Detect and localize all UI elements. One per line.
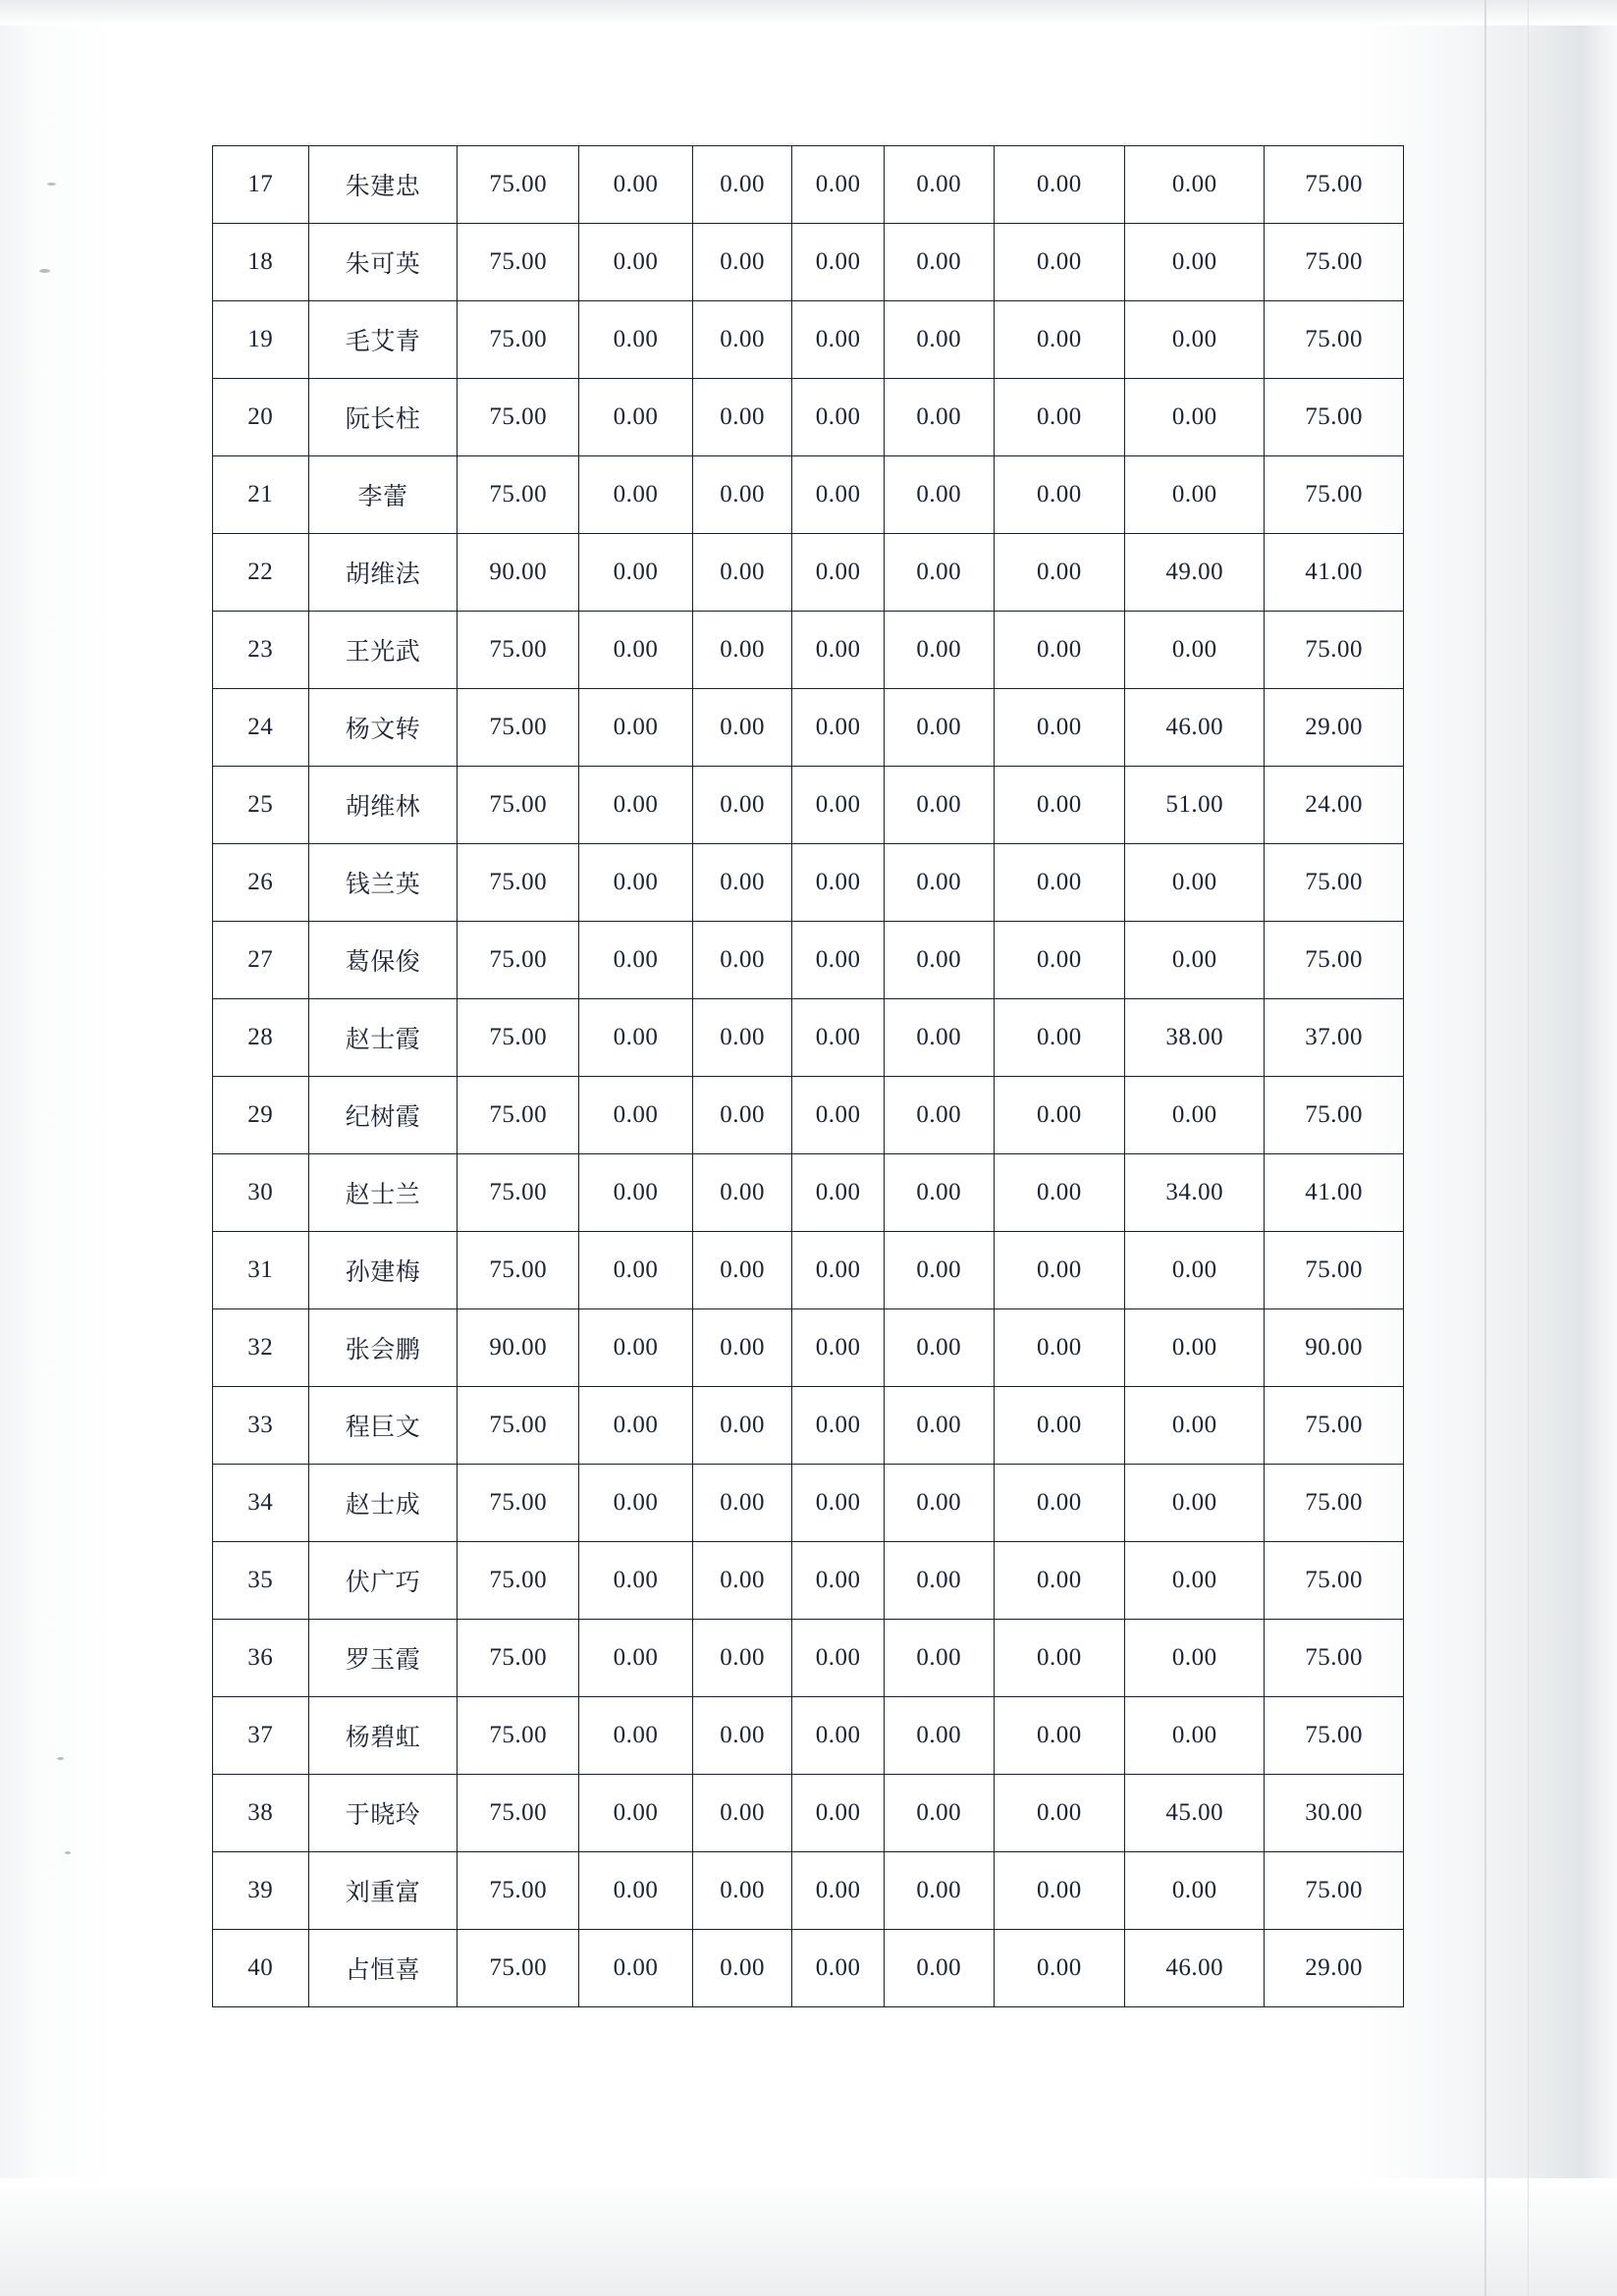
- payment-table: [212, 145, 1404, 2007]
- row-value-4: 0.00: [792, 224, 885, 301]
- row-value-7: 0.00: [1125, 1542, 1265, 1620]
- row-value-5: 0.00: [884, 1697, 994, 1775]
- row-index: 26: [213, 844, 309, 922]
- row-index: 27: [213, 922, 309, 999]
- row-name: 孙建梅: [308, 1232, 458, 1309]
- row-value-2: 0.00: [579, 612, 693, 689]
- row-value-3: 0.00: [692, 999, 792, 1077]
- row-value-4: 0.00: [792, 1930, 885, 2007]
- row-name: 杨文转: [308, 689, 458, 767]
- row-value-6: 0.00: [994, 534, 1125, 612]
- row-name: 纪树霞: [308, 1077, 458, 1154]
- row-index: 32: [213, 1309, 309, 1387]
- row-index: 37: [213, 1697, 309, 1775]
- row-name: 赵士兰: [308, 1154, 458, 1232]
- row-value-5: 0.00: [884, 534, 994, 612]
- row-value-6: 0.00: [994, 1697, 1125, 1775]
- page-right-edge-line-secondary: [1528, 0, 1529, 2296]
- table-row[interactable]: [213, 612, 1404, 689]
- row-value-3: 0.00: [692, 1309, 792, 1387]
- row-value-4: 0.00: [792, 1154, 885, 1232]
- row-value-1: 75.00: [458, 767, 579, 844]
- row-name: 罗玉霞: [308, 1620, 458, 1697]
- row-name: 赵士霞: [308, 999, 458, 1077]
- row-value-2: 0.00: [579, 1775, 693, 1852]
- row-value-7: 0.00: [1125, 1620, 1265, 1697]
- row-value-1: 75.00: [458, 1154, 579, 1232]
- row-value-3: 0.00: [692, 922, 792, 999]
- row-value-1: 75.00: [458, 1232, 579, 1309]
- row-value-2: 0.00: [579, 534, 693, 612]
- row-value-1: 75.00: [458, 1852, 579, 1930]
- row-value-2: 0.00: [579, 1387, 693, 1465]
- row-value-5: 0.00: [884, 612, 994, 689]
- scan-speckle: [57, 1757, 64, 1760]
- row-value-8: 75.00: [1265, 456, 1404, 534]
- row-value-3: 0.00: [692, 301, 792, 379]
- row-value-7: 0.00: [1125, 844, 1265, 922]
- row-value-2: 0.00: [579, 1697, 693, 1775]
- row-value-6: 0.00: [994, 1309, 1125, 1387]
- row-value-5: 0.00: [884, 1465, 994, 1542]
- row-value-4: 0.00: [792, 1387, 885, 1465]
- row-value-4: 0.00: [792, 1775, 885, 1852]
- row-value-6: 0.00: [994, 1852, 1125, 1930]
- page-top-edge-shadow: [0, 0, 1617, 26]
- row-value-5: 0.00: [884, 379, 994, 456]
- row-value-6: 0.00: [994, 1775, 1125, 1852]
- row-value-8: 37.00: [1265, 999, 1404, 1077]
- row-value-4: 0.00: [792, 1542, 885, 1620]
- row-value-4: 0.00: [792, 456, 885, 534]
- row-value-5: 0.00: [884, 1077, 994, 1154]
- row-value-4: 0.00: [792, 1309, 885, 1387]
- row-value-4: 0.00: [792, 1697, 885, 1775]
- row-index: 28: [213, 999, 309, 1077]
- row-value-7: 0.00: [1125, 1232, 1265, 1309]
- row-value-3: 0.00: [692, 1930, 792, 2007]
- row-value-2: 0.00: [579, 456, 693, 534]
- table-row[interactable]: [213, 922, 1404, 999]
- row-value-8: 75.00: [1265, 146, 1404, 224]
- row-value-8: 75.00: [1265, 1542, 1404, 1620]
- row-value-4: 0.00: [792, 146, 885, 224]
- row-value-2: 0.00: [579, 1465, 693, 1542]
- row-value-2: 0.00: [579, 1852, 693, 1930]
- row-name: 胡维林: [308, 767, 458, 844]
- row-value-3: 0.00: [692, 1387, 792, 1465]
- row-value-7: 38.00: [1125, 999, 1265, 1077]
- row-value-2: 0.00: [579, 844, 693, 922]
- row-value-6: 0.00: [994, 1465, 1125, 1542]
- row-value-3: 0.00: [692, 146, 792, 224]
- row-value-1: 75.00: [458, 379, 579, 456]
- row-value-1: 75.00: [458, 999, 579, 1077]
- table-row[interactable]: [213, 844, 1404, 922]
- row-value-1: 75.00: [458, 224, 579, 301]
- row-value-8: 90.00: [1265, 1309, 1404, 1387]
- row-value-8: 75.00: [1265, 1697, 1404, 1775]
- row-value-3: 0.00: [692, 844, 792, 922]
- row-value-8: 75.00: [1265, 1077, 1404, 1154]
- row-name: 杨碧虹: [308, 1697, 458, 1775]
- row-name: 李蕾: [308, 456, 458, 534]
- row-value-5: 0.00: [884, 1542, 994, 1620]
- row-value-8: 75.00: [1265, 1232, 1404, 1309]
- row-value-7: 0.00: [1125, 1077, 1265, 1154]
- row-value-6: 0.00: [994, 146, 1125, 224]
- row-index: 31: [213, 1232, 309, 1309]
- row-value-7: 0.00: [1125, 1697, 1265, 1775]
- row-index: 17: [213, 146, 309, 224]
- row-name: 朱可英: [308, 224, 458, 301]
- row-value-7: 46.00: [1125, 689, 1265, 767]
- row-value-5: 0.00: [884, 1620, 994, 1697]
- row-value-6: 0.00: [994, 999, 1125, 1077]
- row-value-2: 0.00: [579, 1542, 693, 1620]
- row-value-8: 24.00: [1265, 767, 1404, 844]
- row-value-5: 0.00: [884, 844, 994, 922]
- row-value-2: 0.00: [579, 922, 693, 999]
- row-value-2: 0.00: [579, 1154, 693, 1232]
- row-index: 34: [213, 1465, 309, 1542]
- table-row[interactable]: [213, 1387, 1404, 1465]
- row-value-1: 90.00: [458, 534, 579, 612]
- scan-speckle: [65, 1851, 71, 1854]
- row-value-3: 0.00: [692, 767, 792, 844]
- row-value-7: 0.00: [1125, 224, 1265, 301]
- row-value-7: 0.00: [1125, 612, 1265, 689]
- table-row[interactable]: [213, 1930, 1404, 2007]
- row-value-6: 0.00: [994, 301, 1125, 379]
- row-name: 葛保俊: [308, 922, 458, 999]
- row-value-7: 51.00: [1125, 767, 1265, 844]
- row-value-1: 75.00: [458, 146, 579, 224]
- row-value-1: 75.00: [458, 1387, 579, 1465]
- row-value-2: 0.00: [579, 1232, 693, 1309]
- row-value-5: 0.00: [884, 1309, 994, 1387]
- row-name: 钱兰英: [308, 844, 458, 922]
- row-index: 23: [213, 612, 309, 689]
- table-row[interactable]: [213, 456, 1404, 534]
- row-value-3: 0.00: [692, 1620, 792, 1697]
- row-value-7: 0.00: [1125, 301, 1265, 379]
- row-value-8: 75.00: [1265, 1387, 1404, 1465]
- row-value-7: 0.00: [1125, 1387, 1265, 1465]
- row-value-6: 0.00: [994, 1077, 1125, 1154]
- row-value-3: 0.00: [692, 612, 792, 689]
- table-row[interactable]: [213, 999, 1404, 1077]
- row-value-4: 0.00: [792, 612, 885, 689]
- row-value-6: 0.00: [994, 922, 1125, 999]
- row-value-6: 0.00: [994, 1387, 1125, 1465]
- row-name: 王光武: [308, 612, 458, 689]
- row-value-2: 0.00: [579, 1930, 693, 2007]
- table-row[interactable]: [213, 301, 1404, 379]
- row-value-1: 75.00: [458, 1542, 579, 1620]
- row-index: 36: [213, 1620, 309, 1697]
- row-value-4: 0.00: [792, 999, 885, 1077]
- row-value-3: 0.00: [692, 224, 792, 301]
- row-value-2: 0.00: [579, 767, 693, 844]
- page-right-edge-line: [1484, 0, 1486, 2296]
- row-value-8: 41.00: [1265, 1154, 1404, 1232]
- row-value-6: 0.00: [994, 767, 1125, 844]
- table-row[interactable]: [213, 1154, 1404, 1232]
- row-value-5: 0.00: [884, 1232, 994, 1309]
- row-value-7: 34.00: [1125, 1154, 1265, 1232]
- row-value-5: 0.00: [884, 1154, 994, 1232]
- row-index: 24: [213, 689, 309, 767]
- row-index: 33: [213, 1387, 309, 1465]
- row-name: 程巨文: [308, 1387, 458, 1465]
- row-value-7: 46.00: [1125, 1930, 1265, 2007]
- row-value-1: 75.00: [458, 1697, 579, 1775]
- row-value-8: 75.00: [1265, 1852, 1404, 1930]
- row-value-5: 0.00: [884, 922, 994, 999]
- row-value-5: 0.00: [884, 456, 994, 534]
- row-value-8: 41.00: [1265, 534, 1404, 612]
- row-value-4: 0.00: [792, 922, 885, 999]
- page-bottom-edge-shadow: [0, 2178, 1617, 2296]
- row-value-2: 0.00: [579, 301, 693, 379]
- row-value-3: 0.00: [692, 456, 792, 534]
- row-value-8: 75.00: [1265, 1465, 1404, 1542]
- table-row[interactable]: [213, 1620, 1404, 1697]
- table-row[interactable]: [213, 224, 1404, 301]
- row-name: 伏广巧: [308, 1542, 458, 1620]
- row-value-6: 0.00: [994, 1542, 1125, 1620]
- row-value-8: 75.00: [1265, 224, 1404, 301]
- row-value-5: 0.00: [884, 767, 994, 844]
- row-value-4: 0.00: [792, 1465, 885, 1542]
- row-value-8: 75.00: [1265, 1620, 1404, 1697]
- row-index: 21: [213, 456, 309, 534]
- row-value-7: 0.00: [1125, 146, 1265, 224]
- payment-table-container: [212, 145, 1404, 2007]
- row-value-4: 0.00: [792, 534, 885, 612]
- row-value-4: 0.00: [792, 1620, 885, 1697]
- row-value-1: 75.00: [458, 1620, 579, 1697]
- row-value-7: 0.00: [1125, 1309, 1265, 1387]
- row-value-6: 0.00: [994, 1620, 1125, 1697]
- row-value-1: 90.00: [458, 1309, 579, 1387]
- row-value-3: 0.00: [692, 1077, 792, 1154]
- row-value-4: 0.00: [792, 1852, 885, 1930]
- row-value-4: 0.00: [792, 379, 885, 456]
- row-value-3: 0.00: [692, 1852, 792, 1930]
- row-value-2: 0.00: [579, 146, 693, 224]
- row-name: 赵士成: [308, 1465, 458, 1542]
- row-index: 18: [213, 224, 309, 301]
- row-value-1: 75.00: [458, 844, 579, 922]
- row-value-5: 0.00: [884, 689, 994, 767]
- row-index: 22: [213, 534, 309, 612]
- row-index: 40: [213, 1930, 309, 2007]
- table-row[interactable]: [213, 689, 1404, 767]
- row-value-2: 0.00: [579, 1077, 693, 1154]
- table-row[interactable]: [213, 1077, 1404, 1154]
- row-index: 30: [213, 1154, 309, 1232]
- row-value-3: 0.00: [692, 379, 792, 456]
- row-value-6: 0.00: [994, 1930, 1125, 2007]
- row-value-3: 0.00: [692, 1465, 792, 1542]
- row-value-3: 0.00: [692, 1697, 792, 1775]
- row-value-5: 0.00: [884, 1930, 994, 2007]
- scan-speckle: [47, 183, 56, 186]
- table-row[interactable]: [213, 1775, 1404, 1852]
- row-value-1: 75.00: [458, 1077, 579, 1154]
- row-name: 张会鹏: [308, 1309, 458, 1387]
- row-name: 于晓玲: [308, 1775, 458, 1852]
- row-value-8: 75.00: [1265, 922, 1404, 999]
- row-index: 29: [213, 1077, 309, 1154]
- row-value-5: 0.00: [884, 146, 994, 224]
- row-value-4: 0.00: [792, 767, 885, 844]
- table-row[interactable]: [213, 1852, 1404, 1930]
- row-value-3: 0.00: [692, 1542, 792, 1620]
- scan-speckle: [39, 269, 50, 273]
- row-value-7: 0.00: [1125, 456, 1265, 534]
- row-value-1: 75.00: [458, 1465, 579, 1542]
- row-value-5: 0.00: [884, 1387, 994, 1465]
- row-value-1: 75.00: [458, 456, 579, 534]
- table-row[interactable]: [213, 146, 1404, 224]
- row-value-6: 0.00: [994, 456, 1125, 534]
- row-value-1: 75.00: [458, 612, 579, 689]
- row-value-4: 0.00: [792, 1232, 885, 1309]
- row-value-6: 0.00: [994, 844, 1125, 922]
- row-value-8: 29.00: [1265, 689, 1404, 767]
- row-value-3: 0.00: [692, 534, 792, 612]
- row-value-3: 0.00: [692, 1775, 792, 1852]
- row-value-7: 0.00: [1125, 922, 1265, 999]
- table-row[interactable]: [213, 1309, 1404, 1387]
- row-value-5: 0.00: [884, 301, 994, 379]
- table-row[interactable]: [213, 534, 1404, 612]
- row-index: 35: [213, 1542, 309, 1620]
- table-row[interactable]: [213, 1232, 1404, 1309]
- row-value-8: 29.00: [1265, 1930, 1404, 2007]
- row-value-6: 0.00: [994, 224, 1125, 301]
- row-value-1: 75.00: [458, 301, 579, 379]
- row-value-1: 75.00: [458, 1775, 579, 1852]
- row-value-6: 0.00: [994, 379, 1125, 456]
- row-value-6: 0.00: [994, 1232, 1125, 1309]
- row-value-2: 0.00: [579, 1620, 693, 1697]
- row-value-2: 0.00: [579, 999, 693, 1077]
- table-row[interactable]: [213, 379, 1404, 456]
- table-row[interactable]: [213, 767, 1404, 844]
- table-row[interactable]: [213, 1697, 1404, 1775]
- row-name: 阮长柱: [308, 379, 458, 456]
- row-value-2: 0.00: [579, 379, 693, 456]
- row-name: 刘重富: [308, 1852, 458, 1930]
- row-value-4: 0.00: [792, 301, 885, 379]
- row-value-4: 0.00: [792, 844, 885, 922]
- row-value-1: 75.00: [458, 689, 579, 767]
- row-value-2: 0.00: [579, 224, 693, 301]
- row-name: 朱建忠: [308, 146, 458, 224]
- row-value-3: 0.00: [692, 1232, 792, 1309]
- row-value-2: 0.00: [579, 689, 693, 767]
- row-index: 20: [213, 379, 309, 456]
- row-value-6: 0.00: [994, 1154, 1125, 1232]
- row-value-3: 0.00: [692, 689, 792, 767]
- row-name: 胡维法: [308, 534, 458, 612]
- row-value-1: 75.00: [458, 1930, 579, 2007]
- row-value-5: 0.00: [884, 999, 994, 1077]
- table-row[interactable]: [213, 1465, 1404, 1542]
- row-index: 19: [213, 301, 309, 379]
- row-value-5: 0.00: [884, 1775, 994, 1852]
- row-value-4: 0.00: [792, 1077, 885, 1154]
- table-row[interactable]: [213, 1542, 1404, 1620]
- row-index: 38: [213, 1775, 309, 1852]
- row-value-2: 0.00: [579, 1309, 693, 1387]
- row-value-7: 0.00: [1125, 1852, 1265, 1930]
- row-value-4: 0.00: [792, 689, 885, 767]
- row-index: 25: [213, 767, 309, 844]
- table-body: [213, 146, 1404, 2007]
- row-value-6: 0.00: [994, 612, 1125, 689]
- row-index: 39: [213, 1852, 309, 1930]
- row-value-7: 0.00: [1125, 1465, 1265, 1542]
- row-value-5: 0.00: [884, 1852, 994, 1930]
- row-value-3: 0.00: [692, 1154, 792, 1232]
- row-value-8: 75.00: [1265, 379, 1404, 456]
- row-value-1: 75.00: [458, 922, 579, 999]
- row-value-8: 75.00: [1265, 301, 1404, 379]
- row-value-7: 45.00: [1125, 1775, 1265, 1852]
- row-name: 毛艾青: [308, 301, 458, 379]
- row-value-5: 0.00: [884, 224, 994, 301]
- row-name: 占恒喜: [308, 1930, 458, 2007]
- row-value-6: 0.00: [994, 689, 1125, 767]
- row-value-7: 49.00: [1125, 534, 1265, 612]
- row-value-8: 30.00: [1265, 1775, 1404, 1852]
- row-value-8: 75.00: [1265, 844, 1404, 922]
- row-value-7: 0.00: [1125, 379, 1265, 456]
- row-value-8: 75.00: [1265, 612, 1404, 689]
